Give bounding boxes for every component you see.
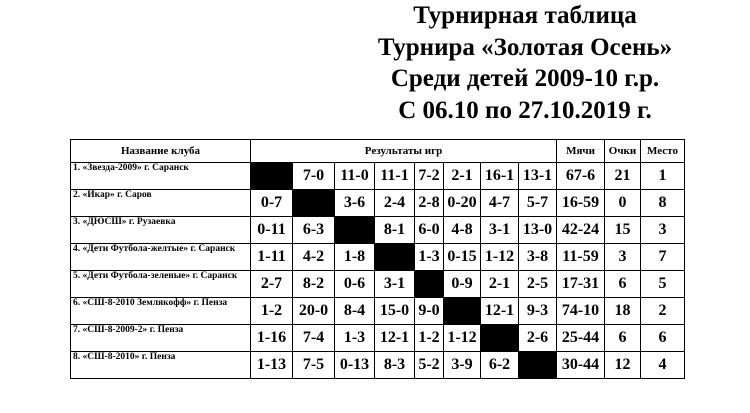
club-name: 7. «СШ-8-2009-2» г. Пенза bbox=[71, 325, 251, 352]
result-cell: 1-8 bbox=[335, 244, 375, 271]
result-cell: 1-16 bbox=[251, 325, 293, 352]
result-cell: 8-4 bbox=[335, 298, 375, 325]
result-cell: 8-1 bbox=[375, 217, 415, 244]
result-cell: 1-12 bbox=[444, 325, 481, 352]
table-row bbox=[71, 298, 685, 325]
club-name: 2. «Икар» г. Саров bbox=[71, 190, 251, 217]
title-block bbox=[300, 0, 750, 126]
result-cell: 2-6 bbox=[519, 325, 557, 352]
place-cell: 4 bbox=[641, 352, 685, 379]
title-line-1: Турнирная таблица bbox=[413, 2, 637, 29]
result-cell: 1-2 bbox=[251, 298, 293, 325]
result-cell: 5-2 bbox=[415, 352, 444, 379]
club-name: 1. «Звезда-2009» г. Саранск bbox=[71, 163, 251, 190]
goals-cell: 30-44 bbox=[557, 352, 605, 379]
result-cell: 9-3 bbox=[519, 298, 557, 325]
place-cell: 7 bbox=[641, 244, 685, 271]
points-cell: 3 bbox=[605, 244, 641, 271]
diagonal-cell bbox=[293, 190, 335, 217]
result-cell: 7-4 bbox=[293, 325, 335, 352]
result-cell: 0-20 bbox=[444, 190, 481, 217]
result-cell: 13-0 bbox=[519, 217, 557, 244]
result-cell: 2-1 bbox=[481, 271, 519, 298]
table-row bbox=[71, 217, 685, 244]
table-row bbox=[71, 352, 685, 379]
result-cell: 12-1 bbox=[375, 325, 415, 352]
goals-cell: 16-59 bbox=[557, 190, 605, 217]
header-results: Результаты игр bbox=[251, 140, 557, 163]
header-points: Очки bbox=[605, 140, 641, 163]
club-name: 4. «Дети Футбола-желтые» г. Саранск bbox=[71, 244, 251, 271]
result-cell: 11-1 bbox=[375, 163, 415, 190]
tournament-table bbox=[70, 139, 685, 379]
result-cell: 0-6 bbox=[335, 271, 375, 298]
place-cell: 5 bbox=[641, 271, 685, 298]
place-cell: 8 bbox=[641, 190, 685, 217]
result-cell: 1-12 bbox=[481, 244, 519, 271]
result-cell: 3-9 bbox=[444, 352, 481, 379]
result-cell: 1-11 bbox=[251, 244, 293, 271]
table-row bbox=[71, 163, 685, 190]
result-cell: 1-3 bbox=[335, 325, 375, 352]
result-cell: 2-4 bbox=[375, 190, 415, 217]
table-row bbox=[71, 244, 685, 271]
result-cell: 1-13 bbox=[251, 352, 293, 379]
result-cell: 1-3 bbox=[415, 244, 444, 271]
diagonal-cell bbox=[375, 244, 415, 271]
diagonal-cell bbox=[415, 271, 444, 298]
header-place: Место bbox=[641, 140, 685, 163]
diagonal-cell bbox=[251, 163, 293, 190]
points-cell: 15 bbox=[605, 217, 641, 244]
result-cell: 4-2 bbox=[293, 244, 335, 271]
club-name: 5. «Дети Футбола-зеленые» г. Саранск bbox=[71, 271, 251, 298]
result-cell: 12-1 bbox=[481, 298, 519, 325]
goals-cell: 11-59 bbox=[557, 244, 605, 271]
header-club: Название клуба bbox=[71, 140, 251, 163]
result-cell: 15-0 bbox=[375, 298, 415, 325]
header-row bbox=[71, 140, 685, 163]
table-row bbox=[71, 271, 685, 298]
points-cell: 6 bbox=[605, 271, 641, 298]
points-cell: 12 bbox=[605, 352, 641, 379]
points-cell: 21 bbox=[605, 163, 641, 190]
result-cell: 3-1 bbox=[481, 217, 519, 244]
goals-cell: 25-44 bbox=[557, 325, 605, 352]
result-cell: 16-1 bbox=[481, 163, 519, 190]
result-cell: 6-2 bbox=[481, 352, 519, 379]
result-cell: 3-1 bbox=[375, 271, 415, 298]
goals-cell: 42-24 bbox=[557, 217, 605, 244]
place-cell: 6 bbox=[641, 325, 685, 352]
result-cell: 7-5 bbox=[293, 352, 335, 379]
result-cell: 5-7 bbox=[519, 190, 557, 217]
goals-cell: 67-6 bbox=[557, 163, 605, 190]
goals-cell: 17-31 bbox=[557, 271, 605, 298]
title-line-2: Турнира «Золотая Осень» bbox=[377, 33, 673, 61]
result-cell: 3-6 bbox=[335, 190, 375, 217]
result-cell: 0-13 bbox=[335, 352, 375, 379]
result-cell: 8-2 bbox=[293, 271, 335, 298]
title-line-3: Среди детей 2009-10 г.р. bbox=[390, 65, 660, 92]
result-cell: 2-8 bbox=[415, 190, 444, 217]
result-cell: 2-1 bbox=[444, 163, 481, 190]
place-cell: 3 bbox=[641, 217, 685, 244]
result-cell: 0-7 bbox=[251, 190, 293, 217]
result-cell: 8-3 bbox=[375, 352, 415, 379]
result-cell: 3-8 bbox=[519, 244, 557, 271]
result-cell: 11-0 bbox=[335, 163, 375, 190]
result-cell: 2-7 bbox=[251, 271, 293, 298]
result-cell: 4-8 bbox=[444, 217, 481, 244]
result-cell: 1-2 bbox=[415, 325, 444, 352]
result-cell: 4-7 bbox=[481, 190, 519, 217]
result-cell: 2-5 bbox=[519, 271, 557, 298]
points-cell: 0 bbox=[605, 190, 641, 217]
result-cell: 20-0 bbox=[293, 298, 335, 325]
table-row bbox=[71, 325, 685, 352]
result-cell: 7-0 bbox=[293, 163, 335, 190]
result-cell: 7-2 bbox=[415, 163, 444, 190]
result-cell: 6-3 bbox=[293, 217, 335, 244]
points-cell: 6 bbox=[605, 325, 641, 352]
result-cell: 13-1 bbox=[519, 163, 557, 190]
header-goals: Мячи bbox=[557, 140, 605, 163]
diagonal-cell bbox=[481, 325, 519, 352]
result-cell: 0-15 bbox=[444, 244, 481, 271]
diagonal-cell bbox=[519, 352, 557, 379]
place-cell: 2 bbox=[641, 298, 685, 325]
result-cell: 6-0 bbox=[415, 217, 444, 244]
title-line-4: С 06.10 по 27.10.2019 г. bbox=[398, 96, 652, 124]
club-name: 6. «СШ-8-2010 Землякофф» г. Пенза bbox=[71, 298, 251, 325]
result-cell: 0-11 bbox=[251, 217, 293, 244]
club-name: 3. «ДЮСШ» г. Рузаевка bbox=[71, 217, 251, 244]
place-cell: 1 bbox=[641, 163, 685, 190]
goals-cell: 74-10 bbox=[557, 298, 605, 325]
diagonal-cell bbox=[444, 298, 481, 325]
table-row bbox=[71, 190, 685, 217]
points-cell: 18 bbox=[605, 298, 641, 325]
result-cell: 0-9 bbox=[444, 271, 481, 298]
diagonal-cell bbox=[335, 217, 375, 244]
club-name: 8. «СШ-8-2010» г. Пенза bbox=[71, 352, 251, 379]
result-cell: 9-0 bbox=[415, 298, 444, 325]
